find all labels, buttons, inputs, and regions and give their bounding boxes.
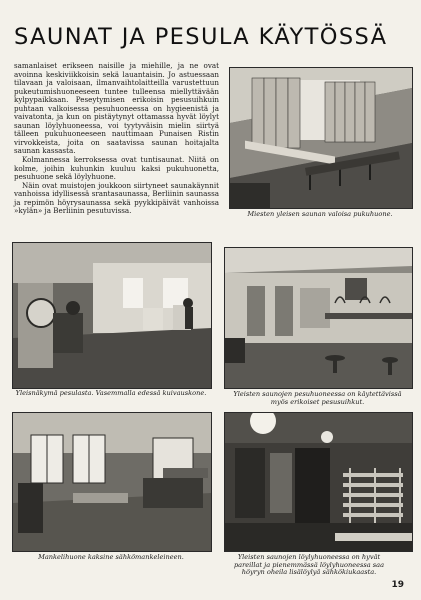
photo-washing-room: [224, 247, 413, 389]
photo-laundry: [12, 242, 212, 389]
paragraph: Näin ovat muistojen joukkoon siirtyneet saunakäynnit vanhoissa idyllisessä srantasaunassa, Berliinin saunassa ja repimön höyrysaunassa sekä pyykkipäivät vanhoissa »kylän» ja Berliinin pesutuvissa.: [14, 180, 219, 216]
paragraph: Kolmannessa kerroksessa ovat tuntisaunat. Niitä on kolme, joihin kuhunkin kuuluu kaksi pukuhuonetta, pesuhuone sekä löylyhuone.: [14, 155, 219, 182]
photo-steam-room: [224, 412, 413, 552]
photo-caption: Mankelihuone kaksine sähkömankeleineen.: [38, 553, 184, 561]
photo-caption: Yleisten saunojen pesuhuoneessa on käytettävissä myös erikoiset pesusuihkut.: [233, 390, 402, 406]
photo-changing-room: [229, 67, 413, 209]
paragraph: samanlaiset erikseen naisille ja miehille, ja ne ovat avoinna keskiviikkoisin sekä lauantaisin. Jo astuessaan tilavaan ja valoisaan, ilmanvaihtolaitteilla varustettuun pukeutumishuoneeseen tuntee tulleensa miellyttävään kylpypaikkaan. Peseytymisen erikoisin pesusuihkuin puhtaan valkoisessa pesuhuoneessa on hygieenistä ja vaivatonta, ja kun on pistäytynyt ottamassa hyvät löylyt saunan löylyhuoneessa, voi tyytyväisin mielin siirtyä tälleen pukuhuoneeseen nauttimaan Punaisen Ristin virvokkeista, joita on saatavissa saunan hoitajalta saunan kassasta.: [14, 61, 219, 156]
photo-caption: Yleisnäkymä pesulasta. Vasemmalla edessä kuivauskone.: [15, 389, 207, 397]
photo-caption: Miesten yleisen saunan valoisa pukuhuone.: [247, 210, 393, 218]
photo-caption: Yleisten saunojen löylyhuoneessa on hyvät pareillat ja pienemmässä löylyhuoneessa saa höyryn oheila lisälöylyä sähkökiukaasta.: [233, 553, 385, 577]
page-title: SAUNAT JA PESULA KÄYTÖSSÄ: [14, 24, 388, 50]
page-number: 19: [391, 580, 404, 590]
article-body: [14, 62, 219, 216]
photo-mangle-room: [12, 412, 212, 552]
